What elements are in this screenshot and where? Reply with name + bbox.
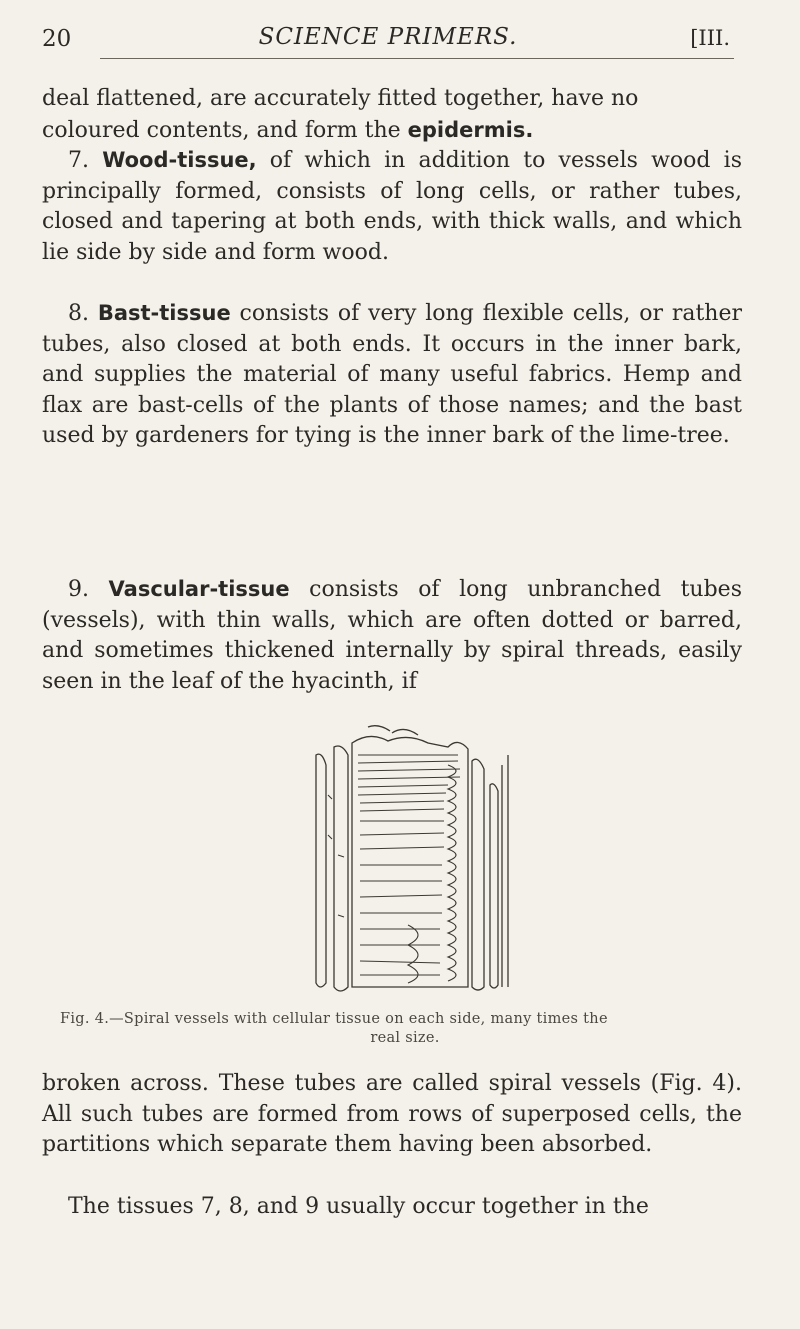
item-text: consists of very long flexible cells, or rather tubes, also closed at both ends. It occurs in the inner bark, and supplies the material of many useful fabrics. Hemp and flax are bast-cells of the plants of those names; and the bast used by gardeners for tying is the inner bark of the lime-tree. (42, 301, 743, 449)
spiral-vessels-illustration (308, 725, 518, 995)
header-rule (100, 58, 734, 59)
figure-spiral-vessels (308, 725, 518, 995)
term-vascular-tissue: Vascular-tissue (108, 577, 290, 601)
page-number: 20 (42, 26, 72, 52)
text-line: deal flattened, are accurately fitted together, have no (42, 86, 639, 111)
item-text: of which in addition to vessels wood is principally formed, consists of long cells, or rather tubes, closed and tapering at both ends, with thick walls, and which lie side by side and form wood. (42, 148, 743, 265)
item-text: consists of long unbranched tubes (vessels), with thin walls, which are often dotted or barred, and sometimes thickened internally by spiral threads, easily seen in the leaf of the hyacinth, if (42, 577, 742, 694)
paragraph-text: The tissues 7, 8, and 9 usually occur together in the (68, 1194, 649, 1219)
paragraph-text: broken across. These tubes are called spiral vessels (Fig. 4). All such tubes are formed from rows of superposed cells, the partitions which separate them having been absorbed. (42, 1071, 742, 1158)
term-epidermis: epidermis. (407, 117, 534, 142)
item-8 (42, 298, 742, 452)
item-number: 7. (68, 148, 103, 173)
item-9 (42, 574, 742, 697)
section-mark: [III. (690, 26, 730, 50)
paragraph-spiral-vessels (42, 1069, 742, 1161)
paragraph-item-7 (42, 145, 742, 268)
text-span: coloured contents, and form the (42, 117, 408, 143)
term-wood-tissue: Wood-tissue, (102, 148, 257, 172)
caption-line-2: real size. (370, 1030, 440, 1046)
paragraph-epidermis (42, 84, 742, 146)
paragraph-item-9 (42, 574, 742, 697)
paragraph-item-8 (42, 298, 742, 452)
item-number: 9. (68, 577, 109, 602)
running-header (42, 20, 734, 54)
term-bast-tissue: Bast-tissue (97, 301, 231, 325)
paragraph-tissues-together (42, 1192, 742, 1223)
text-line (42, 115, 742, 147)
item-number: 8. (68, 301, 98, 326)
running-title: SCIENCE PRIMERS. (258, 24, 518, 50)
item-7 (42, 145, 742, 268)
caption-line-1: Fig. 4.—Spiral vessels with cellular tissue on each side, many times the (60, 1011, 608, 1027)
figure-caption (60, 1010, 750, 1048)
